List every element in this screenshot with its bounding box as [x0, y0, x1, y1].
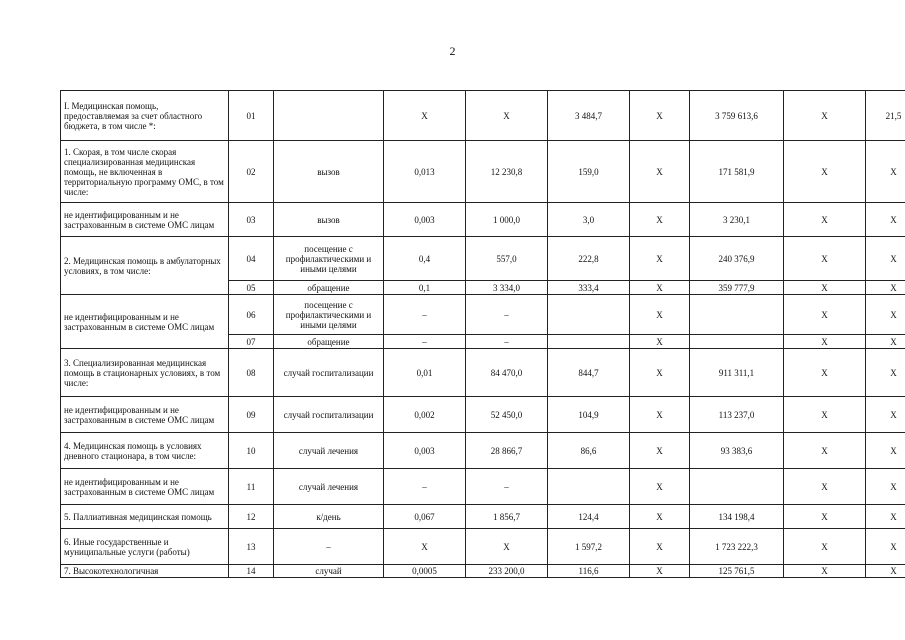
value-cell: X: [630, 335, 690, 349]
table-row: [61, 397, 905, 433]
value-cell: X: [384, 529, 466, 565]
row-name-cell: 2. Медицинская помощь в амбулаторных условиях, в том числе:: [61, 237, 229, 295]
table-row: [61, 295, 905, 335]
value-cell: 86,6: [548, 433, 630, 469]
value-cell: X: [630, 469, 690, 505]
financing-table: [60, 90, 905, 578]
value-cell: X: [784, 529, 866, 565]
value-cell: –: [466, 295, 548, 335]
row-code-cell: 08: [229, 349, 274, 397]
row-code-cell: 02: [229, 141, 274, 203]
value-cell: [690, 335, 784, 349]
value-cell: X: [630, 203, 690, 237]
value-cell: 0,013: [384, 141, 466, 203]
value-cell: X: [866, 397, 905, 433]
value-cell: X: [866, 141, 905, 203]
table-row: [61, 529, 905, 565]
value-cell: X: [630, 295, 690, 335]
value-cell: X: [866, 203, 905, 237]
unit-cell: случай лечения: [274, 469, 384, 505]
value-cell: X: [784, 203, 866, 237]
value-cell: 104,9: [548, 397, 630, 433]
value-cell: X: [784, 141, 866, 203]
value-cell: 333,4: [548, 281, 630, 295]
table-row: [61, 141, 905, 203]
unit-cell: случай госпитализации: [274, 349, 384, 397]
value-cell: 1 723 222,3: [690, 529, 784, 565]
table-row: [61, 91, 905, 141]
unit-cell: к/день: [274, 505, 384, 529]
value-cell: X: [784, 349, 866, 397]
value-cell: 28 866,7: [466, 433, 548, 469]
row-code-cell: 14: [229, 565, 274, 578]
value-cell: X: [784, 237, 866, 281]
row-name-cell: не идентифицированным и не застрахованным в системе ОМС лицам: [61, 397, 229, 433]
value-cell: X: [866, 349, 905, 397]
value-cell: 0,003: [384, 203, 466, 237]
unit-cell: –: [274, 529, 384, 565]
value-cell: X: [866, 281, 905, 295]
value-cell: X: [630, 281, 690, 295]
value-cell: 93 383,6: [690, 433, 784, 469]
value-cell: 125 761,5: [690, 565, 784, 578]
value-cell: 21,5: [866, 91, 905, 141]
value-cell: 116,6: [548, 565, 630, 578]
value-cell: [690, 469, 784, 505]
value-cell: [548, 469, 630, 505]
table-row: [61, 505, 905, 529]
table-row: [61, 565, 905, 578]
value-cell: 159,0: [548, 141, 630, 203]
value-cell: X: [784, 469, 866, 505]
row-code-cell: 07: [229, 335, 274, 349]
value-cell: 233 200,0: [466, 565, 548, 578]
table-row: [61, 203, 905, 237]
value-cell: X: [784, 505, 866, 529]
row-name-cell: не идентифицированным и не застрахованным в системе ОМС лицам: [61, 295, 229, 349]
value-cell: 1 597,2: [548, 529, 630, 565]
row-code-cell: 05: [229, 281, 274, 295]
value-cell: X: [784, 565, 866, 578]
value-cell: X: [630, 349, 690, 397]
unit-cell: посещение с профилактическими и иными целями: [274, 237, 384, 281]
value-cell: [548, 335, 630, 349]
unit-cell: вызов: [274, 141, 384, 203]
value-cell: X: [784, 281, 866, 295]
value-cell: X: [630, 565, 690, 578]
value-cell: X: [866, 565, 905, 578]
value-cell: 3 759 613,6: [690, 91, 784, 141]
row-name-cell: не идентифицированным и не застрахованным в системе ОМС лицам: [61, 203, 229, 237]
value-cell: 3 230,1: [690, 203, 784, 237]
value-cell: 911 311,1: [690, 349, 784, 397]
value-cell: –: [384, 295, 466, 335]
value-cell: X: [784, 397, 866, 433]
value-cell: 124,4: [548, 505, 630, 529]
value-cell: X: [866, 505, 905, 529]
value-cell: X: [784, 335, 866, 349]
value-cell: X: [784, 433, 866, 469]
value-cell: 134 198,4: [690, 505, 784, 529]
row-code-cell: 12: [229, 505, 274, 529]
value-cell: [548, 295, 630, 335]
row-code-cell: 04: [229, 237, 274, 281]
value-cell: X: [630, 433, 690, 469]
page-number: 2: [449, 44, 456, 58]
value-cell: 359 777,9: [690, 281, 784, 295]
value-cell: 0,1: [384, 281, 466, 295]
row-code-cell: 13: [229, 529, 274, 565]
value-cell: 3 334,0: [466, 281, 548, 295]
value-cell: X: [630, 397, 690, 433]
value-cell: 844,7: [548, 349, 630, 397]
value-cell: X: [866, 335, 905, 349]
value-cell: 557,0: [466, 237, 548, 281]
value-cell: X: [384, 91, 466, 141]
unit-cell: обращение: [274, 281, 384, 295]
row-name-cell: 7. Высокотехнологичная: [61, 565, 229, 578]
row-name-cell: не идентифицированным и не застрахованным в системе ОМС лицам: [61, 469, 229, 505]
row-code-cell: 03: [229, 203, 274, 237]
unit-cell: случай лечения: [274, 433, 384, 469]
value-cell: –: [466, 469, 548, 505]
unit-cell: случай госпитализации: [274, 397, 384, 433]
value-cell: X: [630, 529, 690, 565]
unit-cell: посещение с профилактическими и иными целями: [274, 295, 384, 335]
value-cell: 113 237,0: [690, 397, 784, 433]
value-cell: X: [866, 433, 905, 469]
value-cell: 0,067: [384, 505, 466, 529]
value-cell: 1 856,7: [466, 505, 548, 529]
row-name-cell: 6. Иные государственные и муниципальные услуги (работы): [61, 529, 229, 565]
value-cell: X: [866, 295, 905, 335]
value-cell: 3,0: [548, 203, 630, 237]
row-code-cell: 09: [229, 397, 274, 433]
value-cell: X: [630, 505, 690, 529]
value-cell: –: [466, 335, 548, 349]
value-cell: X: [630, 237, 690, 281]
row-code-cell: 01: [229, 91, 274, 141]
value-cell: X: [866, 529, 905, 565]
value-cell: 0,002: [384, 397, 466, 433]
table-row: [61, 433, 905, 469]
value-cell: 240 376,9: [690, 237, 784, 281]
value-cell: X: [784, 91, 866, 141]
value-cell: X: [784, 295, 866, 335]
value-cell: 222,8: [548, 237, 630, 281]
unit-cell: обращение: [274, 335, 384, 349]
table-row: [61, 237, 905, 281]
value-cell: 52 450,0: [466, 397, 548, 433]
value-cell: 0,003: [384, 433, 466, 469]
value-cell: X: [630, 141, 690, 203]
value-cell: X: [866, 237, 905, 281]
value-cell: [690, 295, 784, 335]
value-cell: X: [466, 91, 548, 141]
row-name-cell: 1. Скорая, в том числе скорая специализированная медицинская помощь, не включенная в территориальную программу ОМС, в том числе:: [61, 141, 229, 203]
value-cell: X: [466, 529, 548, 565]
value-cell: 1 000,0: [466, 203, 548, 237]
value-cell: 84 470,0: [466, 349, 548, 397]
value-cell: 12 230,8: [466, 141, 548, 203]
row-code-cell: 06: [229, 295, 274, 335]
value-cell: 0,01: [384, 349, 466, 397]
table-row: [61, 469, 905, 505]
table-row: [61, 349, 905, 397]
value-cell: –: [384, 335, 466, 349]
value-cell: 171 581,9: [690, 141, 784, 203]
value-cell: 0,4: [384, 237, 466, 281]
value-cell: X: [630, 91, 690, 141]
row-code-cell: 11: [229, 469, 274, 505]
row-name-cell: 3. Специализированная медицинская помощь в стационарных условиях, в том числе:: [61, 349, 229, 397]
unit-cell: случай: [274, 565, 384, 578]
value-cell: 3 484,7: [548, 91, 630, 141]
value-cell: 0,0005: [384, 565, 466, 578]
unit-cell: вызов: [274, 203, 384, 237]
row-name-cell: 4. Медицинская помощь в условиях дневного стационара, в том числе:: [61, 433, 229, 469]
value-cell: –: [384, 469, 466, 505]
row-code-cell: 10: [229, 433, 274, 469]
unit-cell: [274, 91, 384, 141]
row-name-cell: 5. Паллиативная медицинская помощь: [61, 505, 229, 529]
value-cell: X: [866, 469, 905, 505]
row-name-cell: I. Медицинская помощь, предоставляемая за счет областного бюджета, в том числе *:: [61, 91, 229, 141]
